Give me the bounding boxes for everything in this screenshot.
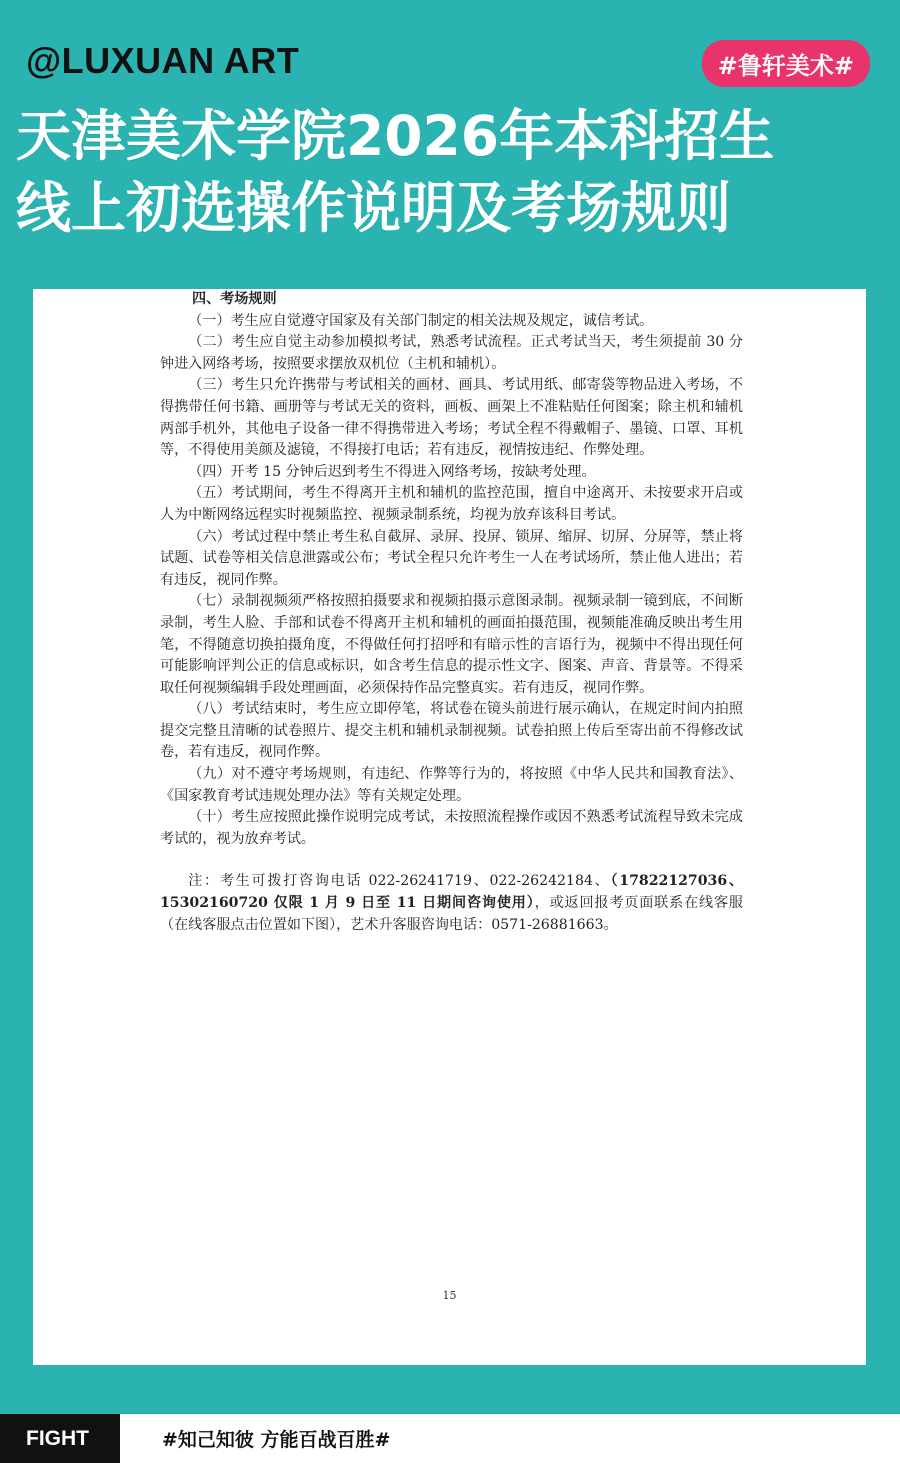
note-bold-phones: （17822127036、15302160720 仅限 1 月 9 日至 11 日期间咨询使用） xyxy=(160,873,743,912)
rule-10: （十）考生应按照此操作说明完成考试，未按照流程操作或因不熟悉考试流程导致未完成考试的，视为放弃考试。 xyxy=(160,809,743,847)
footer-label: FIGHT xyxy=(0,1414,120,1463)
rule-3: （三）考生只允许携带与考试相关的画材、画具、考试用纸、邮寄袋等物品进入考场，不得携带任何书籍、画册等与考试无关的资料，画板、画架上不准粘贴任何图案；除主机和辅机两部手机外，其他电子设备一律不得携带进入考场；考试全程不得戴帽子、墨镜、口罩、耳机等，不得使用美颜及滤镜，不得接打电话；若有违反，视情按违纪、作弊处理。 xyxy=(160,377,743,459)
rule-6: （六）考试过程中禁止考生私自截屏、录屏、投屏、锁屏、缩屏、切屏、分屏等，禁止将试题、试卷等相关信息泄露或公布；考试全程只允许考生一人在考试场所，禁止他人进出；若有违反，视同作弊。 xyxy=(160,528,743,588)
rule-4: （四）开考 15 分钟后迟到考生不得进入网络考场，按缺考处理。 xyxy=(188,463,596,480)
title-line-2: 线上初选操作说明及考场规则 xyxy=(16,176,732,240)
hashtag-badge: #鲁轩美术# xyxy=(702,40,870,87)
contact-note xyxy=(160,871,743,936)
footer-bar xyxy=(0,1414,900,1463)
footer-slogan: #知己知彼 方能百战百胜# xyxy=(162,1429,391,1451)
note-prefix: 注：考生可拨打咨询电话 022-26241719、022-26242184、 xyxy=(188,873,611,890)
rule-9: （九）对不遵守考场规则，有违纪、作弊等行为的，将按照《中华人民共和国教育法》、《国家教育考试违规处理办法》等有关规定处理。 xyxy=(160,766,743,804)
title-line-1: 天津美术学院2026年本科招生 xyxy=(16,104,775,168)
brand-handle: @LUXUAN ART xyxy=(26,40,300,81)
page-number: 15 xyxy=(442,1289,457,1302)
rule-8: （八）考试结束时，考生应立即停笔，将试卷在镜头前进行展示确认，在规定时间内拍照提交完整且清晰的试卷照片、提交主机和辅机录制视频。试卷拍照上传后至寄出前不得修改试卷，若有违反，视同作弊。 xyxy=(160,701,743,761)
document-page xyxy=(33,289,866,1365)
document-body xyxy=(160,289,743,936)
rule-1: （一）考生应自觉遵守国家及有关部门制定的相关法规及规定，诚信考试。 xyxy=(188,312,654,329)
note-suffix: ，或返回报考页面联系在线客服（在线客服点击位置如下图），艺术升客服咨询电话：0571-26881663。 xyxy=(160,895,743,933)
rule-7: （七）录制视频须严格按照拍摄要求和视频拍摄示意图录制。视频录制一镜到底，不间断录制，考生人脸、手部和试卷不得离开主机和辅机的画面拍摄范围，视频能准确反映出考生用笔，不得随意切换拍摄角度，不得做任何打招呼和有暗示性的言语行为，视频中不得出现任何可能影响评判公正的信息或标识，如含考生信息的提示性文字、图案、声音、背景等。不得采取任何视频编辑手段处理画面，必须保持作品完整真实。若有违反，视同作弊。 xyxy=(160,593,743,696)
rule-5: （五）考试期间，考生不得离开主机和辅机的监控范围，擅自中途离开、未按要求开启或人为中断网络远程实时视频监控、视频录制系统，均视为放弃该科目考试。 xyxy=(160,485,743,523)
page-title xyxy=(16,100,886,244)
section-heading: 四、考场规则 xyxy=(192,291,277,307)
rule-2: （二）考生应自觉主动参加模拟考试，熟悉考试流程。正式考试当天，考生须提前 30 分钟进入网络考场，按照要求摆放双机位（主机和辅机）。 xyxy=(160,334,743,372)
